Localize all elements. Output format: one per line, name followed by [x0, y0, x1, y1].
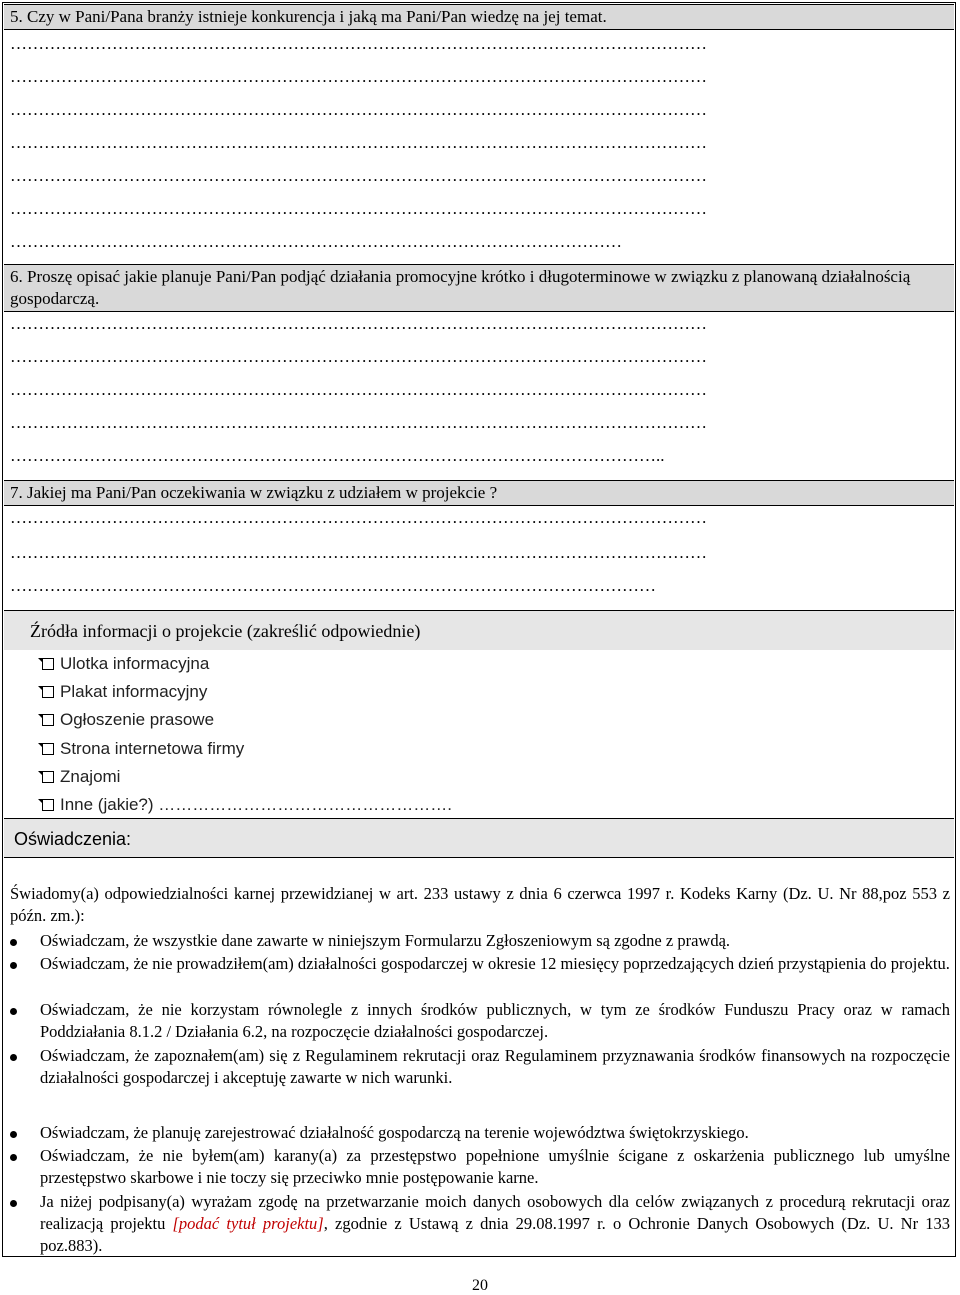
source-option-label: Ogłoszenie prasowe: [60, 710, 215, 729]
checkbox-icon[interactable]: [42, 714, 54, 726]
answer-line[interactable]: ……………………………………………………………………………………………………………: [10, 34, 707, 53]
answer-line[interactable]: ……………………………………………………………………………………………………………: [10, 347, 707, 366]
answer-line[interactable]: ……………………………………………………………………………………………………: [10, 576, 656, 595]
checkbox-icon[interactable]: [42, 686, 54, 698]
bullet-icon: [10, 1008, 17, 1015]
checkbox-icon[interactable]: [42, 743, 54, 755]
declaration-item: Oświadczam, że planuję zarejestrować działalność gospodarczą na terenie województwa świętokrzyskiego.: [10, 1122, 950, 1144]
bullet-icon: [10, 1054, 17, 1061]
source-option[interactable]: [42, 710, 214, 730]
sources-title: Źródła informacji o projekcie (zakreślić odpowiednie): [4, 610, 954, 650]
source-option[interactable]: [42, 682, 207, 702]
answer-line[interactable]: ……………………………………………………………………………………………………………: [10, 543, 707, 562]
declaration-item: Oświadczam, że nie prowadziłem(am) działalności gospodarczej w okresie 12 miesięcy poprzedzających dzień przystąpienia do projektu.: [10, 953, 950, 975]
source-option[interactable]: [42, 739, 244, 759]
page-number: 20: [472, 1277, 488, 1294]
source-option[interactable]: [42, 654, 209, 674]
project-title-placeholder: [podać tytuł projektu]: [172, 1214, 324, 1233]
bullet-icon: [10, 962, 17, 969]
answer-line[interactable]: ……………………………………………………………………………………………………………: [10, 508, 707, 527]
bullet-icon: [10, 1131, 17, 1138]
source-option[interactable]: [42, 795, 452, 815]
source-option-label: Inne (jakie?) …………………………………………….: [60, 795, 452, 814]
checkbox-icon[interactable]: [42, 799, 54, 811]
answer-line[interactable]: ……………………………………………………………………………………………………………: [10, 166, 707, 185]
source-option-label: Strona internetowa firmy: [60, 739, 245, 758]
answer-line[interactable]: ……………………………………………………………………………………………………………: [10, 199, 707, 218]
declaration-item-consent: Ja niżej podpisany(a) wyrażam zgodę na przetwarzanie moich danych osobowych dla celów związanych z procedurą rekrutacji oraz realizacją projektu [podać tytuł projektu], zgodnie z Ustawą z dnia 29.08.1997 r. o Ochronie Danych Osobowych (Dz. U. Nr 133 poz.883).: [10, 1191, 950, 1257]
source-option-label: Ulotka informacyjna: [60, 654, 210, 673]
source-option[interactable]: [42, 767, 120, 787]
question-7-title: 7. Jakiej ma Pani/Pan oczekiwania w związku z udziałem w projekcie ?: [4, 480, 954, 506]
answer-line[interactable]: ……………………………………………………………………………………………………………: [10, 67, 707, 86]
bullet-icon: [10, 1154, 17, 1161]
answer-line[interactable]: ……………………………………………………………………………………………………………: [10, 380, 707, 399]
bullet-icon: [10, 939, 17, 946]
checkbox-icon[interactable]: [42, 771, 54, 783]
source-option-label: Plakat informacyjny: [60, 682, 208, 701]
declaration-item: Oświadczam, że zapoznałem(am) się z Regulaminem rekrutacji oraz Regulaminem przyznawania środków finansowych na rozpoczęcie działalności gospodarczej i akceptuję zawarte w nich warunki.: [10, 1045, 950, 1089]
answer-line[interactable]: ……………………………………………………………………………………………………………: [10, 314, 707, 333]
question-5-title: 5. Czy w Pani/Pana branży istnieje konkurencja i jaką ma Pani/Pan wiedzę na jej temat.: [4, 4, 954, 30]
declarations-title: Oświadczenia:: [4, 818, 954, 858]
source-option-label: Znajomi: [60, 767, 121, 786]
declaration-item: Oświadczam, że nie byłem(am) karany(a) za przestępstwo popełnione umyślnie ścigane z oskarżenia publicznego lub umyślne przestępstwo skarbowe i nie toczy się przeciwko mnie postępowanie karne.: [10, 1145, 950, 1189]
declaration-item: Oświadczam, że wszystkie dane zawarte w niniejszym Formularzu Zgłoszeniowym są zgodne z prawdą.: [10, 930, 950, 952]
checkbox-icon[interactable]: [42, 658, 54, 670]
bullet-icon: [10, 1200, 17, 1207]
answer-line[interactable]: ………………………………………………………………………………………………: [10, 232, 622, 251]
answer-line[interactable]: ……………………………………………………………………………………………………………: [10, 100, 707, 119]
answer-line[interactable]: ……………………………………………………………………………………………………..: [10, 446, 665, 465]
declarations-intro: Świadomy(a) odpowiedzialności karnej przewidzianej w art. 233 ustawy z dnia 6 czerwca 1997 r. Kodeks Karny (Dz. U. Nr 88,poz 553 z późn. zm.):: [10, 884, 950, 925]
declaration-item: Oświadczam, że nie korzystam równolegle z innych środków publicznych, w tym ze środków Funduszu Pracy oraz w ramach Poddziałania 8.1.2 / Działania 6.2, na rozpoczęcie działalności gospodarczej.: [10, 999, 950, 1043]
answer-line[interactable]: ……………………………………………………………………………………………………………: [10, 133, 707, 152]
answer-line[interactable]: ……………………………………………………………………………………………………………: [10, 413, 707, 432]
question-6-title: 6. Proszę opisać jakie planuje Pani/Pan podjąć działania promocyjne krótko i długoterminowe w związku z planowaną działalnością gospodarczą.: [4, 264, 954, 312]
